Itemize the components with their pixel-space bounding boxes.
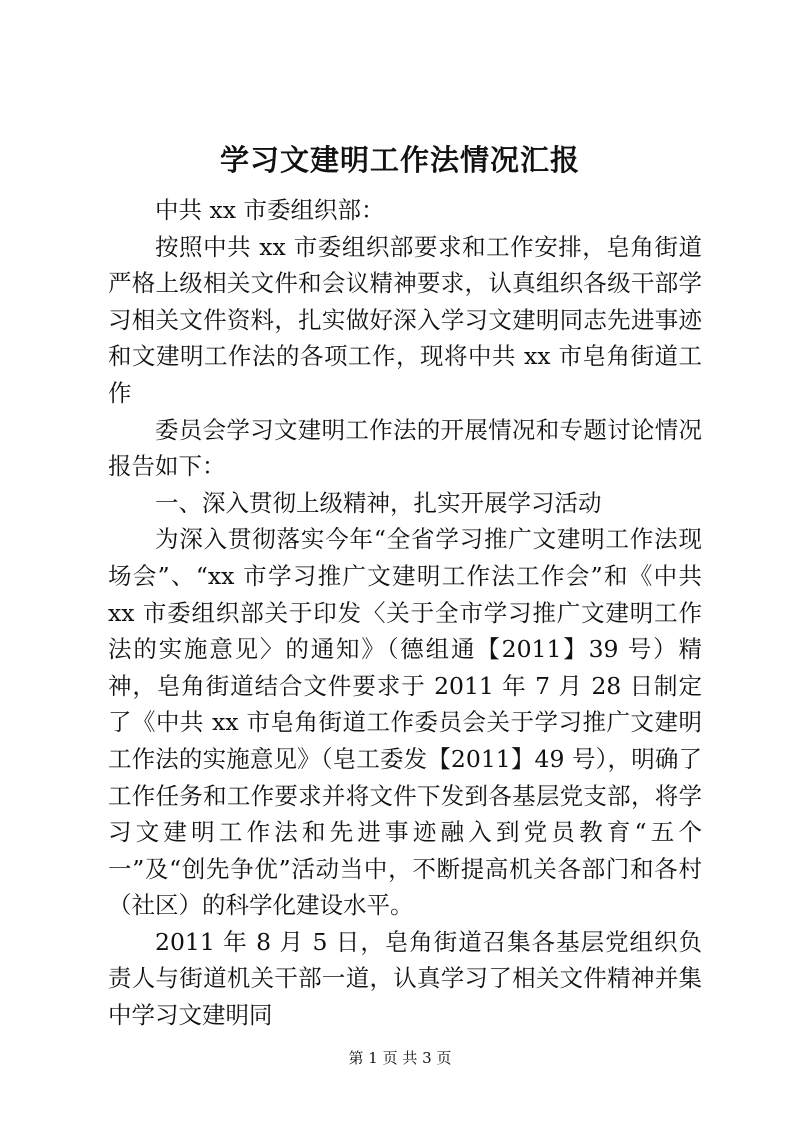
document-title: 学习文建明工作法情况汇报	[219, 143, 580, 177]
document-body	[108, 192, 702, 1034]
salutation-paragraph: 中共 xx 市委组织部：	[155, 196, 385, 224]
section-heading: 一、深入贯彻上级精神，扎实开展学习活动	[155, 488, 602, 517]
page-footer: 第 1 页 共 3 页	[348, 1049, 452, 1067]
intro-continuation-paragraph: 委员会学习文建明工作法的开展情况和专题讨论情况报告如下：	[108, 415, 702, 481]
section-body-paragraph: 为深入贯彻落实今年“全省学习推广文建明工作法现场会”、“xx 市学习推广文建明工作法工作会”和《中共 xx 市委组织部关于印发〈关于全市学习推广文建明工作法的实施意见〉的通知》（德组通【2011】39 号）精神，皂角街道结合文件要求于 2011 年 7 月 28 日制定了《中共 xx 市皂角街道工作委员会关于学习推广文建明工作法的实施意见》（皂工委发【2011】49 号），明确了工作任务和工作要求并将文件下发到各基层党支部，将学习文建明工作法和先进事迹融入到党员教育“五个一”及“创先争优”活动当中，不断提高机关各部门和各村（社区）的科学化建设水平。	[108, 525, 702, 920]
intro-paragraph: 按照中共 xx 市委组织部要求和工作安排，皂角街道严格上级相关文件和会议精神要求，认真组织各级干部学习相关文件资料，扎实做好深入学习文建明同志先进事迹和文建明工作法的各项工作，现将中共 xx 市皂角街道工作	[108, 232, 702, 407]
meeting-paragraph: 2011 年 8 月 5 日，皂角街道召集各基层党组织负责人与街道机关干部一道，认真学习了相关文件精神并集中学习文建明同	[108, 927, 702, 1030]
